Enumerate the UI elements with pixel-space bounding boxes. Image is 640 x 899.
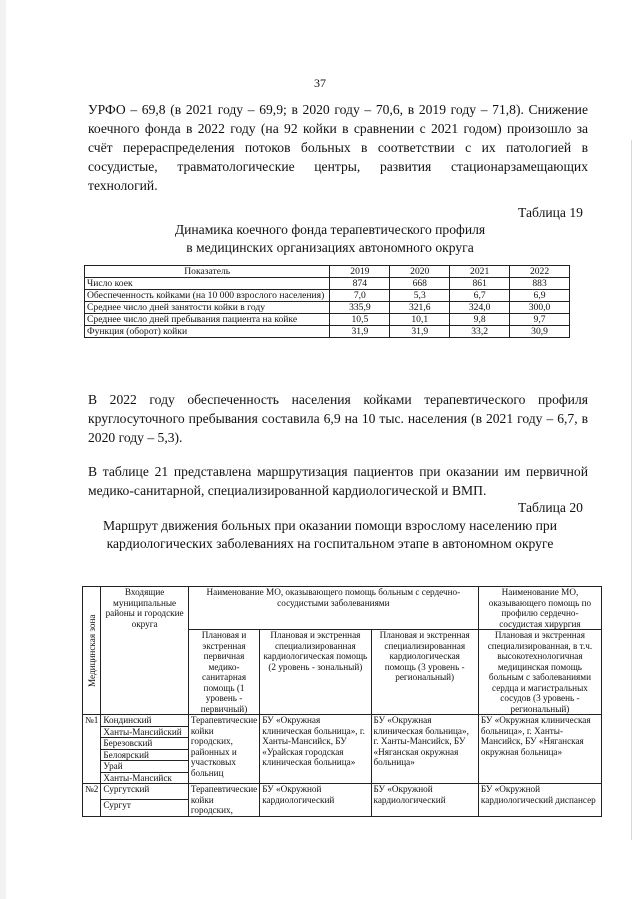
district-name: Ханты-Мансийск bbox=[101, 772, 188, 784]
table20-col-level1: Плановая и экстренная первичная медико-санитарная помощь (1 уровень - первичный) bbox=[188, 630, 259, 715]
table20-header-row1 bbox=[83, 587, 602, 630]
table19-col-2020: 2020 bbox=[390, 266, 450, 278]
table19-title-line2: в медицинских организациях автономного округа bbox=[186, 240, 474, 255]
table-cell: БУ «Окружной кардиологический диспансер bbox=[478, 784, 601, 817]
table19-col-2021: 2021 bbox=[450, 266, 510, 278]
table-cell: 6,9 bbox=[510, 290, 570, 302]
table-cell: 7,0 bbox=[330, 290, 390, 302]
table-cell: Функция (оборот) койки bbox=[85, 326, 330, 338]
table-cell: 300,0 bbox=[510, 302, 570, 314]
table20-title-line2: кардиологических заболеваниях на госпитальном этапе в автономном округе bbox=[106, 536, 554, 551]
table-cell: 9,7 bbox=[510, 314, 570, 326]
table19-col-2022: 2022 bbox=[510, 266, 570, 278]
table-row bbox=[85, 314, 570, 326]
table-cell: 5,3 bbox=[390, 290, 450, 302]
table20-patient-routing bbox=[82, 586, 602, 817]
table-row bbox=[85, 302, 570, 314]
table-cell: БУ «Окружной кардиологический bbox=[371, 784, 478, 817]
table-cell: 31,9 bbox=[390, 326, 450, 338]
district-name: Урай bbox=[101, 761, 188, 773]
paragraph-routing-intro: В таблице 21 представлена маршрутизация пациентов при оказании им первичной медико-санитарной, специализированной кардиологической и ВМП. bbox=[88, 464, 588, 498]
table-cell: 6,7 bbox=[450, 290, 510, 302]
table20-col-districts: Входящие муниципальные районы и городские округа bbox=[101, 587, 188, 715]
table-cell: 9,8 bbox=[450, 314, 510, 326]
table19-title bbox=[120, 221, 540, 257]
district-name: Белоярский bbox=[101, 749, 188, 761]
table19-col-2019: 2019 bbox=[330, 266, 390, 278]
table19-caption: Таблица 19 bbox=[518, 205, 583, 220]
table-cell: 874 bbox=[330, 278, 390, 290]
table-cell: 335,9 bbox=[330, 302, 390, 314]
table20-title bbox=[70, 517, 590, 553]
scan-edge bbox=[0, 0, 6, 899]
district-name: Ханты-Мансийский bbox=[101, 726, 188, 738]
table-cell: 30,9 bbox=[510, 326, 570, 338]
table20-col-level3: Плановая и экстренная специализированная кардиологическая помощь (3 уровень - региональный) bbox=[371, 630, 478, 715]
table-cell: Среднее число дней пребывания пациента на койке bbox=[85, 314, 330, 326]
table-cell: Среднее число дней занятости койки в году bbox=[85, 302, 330, 314]
page-number: 37 bbox=[314, 76, 326, 90]
table-cell: БУ «Окружная клиническая больница», г. Ханты-Мансийск, БУ «Няганская окружная больница» bbox=[478, 715, 601, 784]
table-cell: Обеспеченность койками (на 10 000 взрослого населения) bbox=[85, 290, 330, 302]
table-cell: БУ «Окружная клиническая больница», г. Ханты-Мансийск, БУ «Няганская окружная больница» bbox=[371, 715, 478, 784]
district-name: Березовский bbox=[101, 738, 188, 750]
table-cell: 321,6 bbox=[390, 302, 450, 314]
table-cell: Терапевтические койки городских, bbox=[188, 784, 259, 817]
district-name: Кондинский bbox=[101, 715, 188, 727]
table19-col-indicator: Показатель bbox=[85, 266, 330, 278]
scan-fold-line bbox=[631, 140, 632, 840]
district-name: Сургутский bbox=[101, 784, 188, 800]
table-cell: 10,1 bbox=[390, 314, 450, 326]
table-row bbox=[83, 784, 602, 800]
table-row bbox=[83, 715, 602, 727]
table19-header-row bbox=[85, 266, 570, 278]
table-row bbox=[85, 326, 570, 338]
table-cell: 324,0 bbox=[450, 302, 510, 314]
table-cell: 31,9 bbox=[330, 326, 390, 338]
table-cell: 10,5 bbox=[330, 314, 390, 326]
table-cell: БУ «Окружная клиническая больница», г. Ханты-Мансийск, БУ «Урайская городская клиническая больница» bbox=[260, 715, 371, 784]
table-row bbox=[85, 278, 570, 290]
table19-title-line1: Динамика коечного фонда терапевтического профиля bbox=[174, 222, 486, 237]
paragraph-bed-reduction: УРФО – 69,8 (в 2021 году – 69,9; в 2020 году – 70,6, в 2019 году – 71,8). Снижение коечного фонда в 2022 году (на 92 койки в сравнении с 2021 годом) произошло за счёт перераспределения потоков больных в соответствии с их патологией в сосудистые, травматологические центры, развития стационарзамещающих технологий. bbox=[88, 102, 588, 193]
table20-col-mo-group: Наименование МО, оказывающего помощь больным с сердечно-сосудистыми заболеваниями bbox=[188, 587, 478, 630]
table20-col-level3-vmp: Плановая и экстренная специализированная, в т.ч. высокотехнологичная медицинская помощь больным с заболеваниями сердца и магистральных сосудов (3 уровень - региональный) bbox=[478, 630, 601, 715]
table20-col-mo-surgery: Наименование МО, оказывающего помощь по профилю сердечно-сосудистая хирургия bbox=[478, 587, 601, 630]
table20-col-zone: Медицинская зона bbox=[83, 587, 101, 715]
table-cell: 883 bbox=[510, 278, 570, 290]
table20-col-level2: Плановая и экстренная специализированная кардиологическая помощь (2 уровень - зональный) bbox=[260, 630, 371, 715]
table-cell: Терапевтические койки городских, районных и участковых больниц bbox=[188, 715, 259, 784]
table-cell: БУ «Окружной кардиологический bbox=[260, 784, 371, 817]
table20-title-line1: Маршрут движения больных при оказании помощи взрослому населению при bbox=[103, 518, 557, 533]
table-cell: Число коек bbox=[85, 278, 330, 290]
district-name: Сургут bbox=[101, 800, 188, 816]
table-cell: 668 bbox=[390, 278, 450, 290]
paragraph-bed-supply: В 2022 году обеспеченность населения койками терапевтического профиля круглосуточного пребывания составила 6,9 на 10 тыс. населения (в 2021 году – 6,7, в 2020 году – 5,3). bbox=[88, 392, 588, 445]
table20-caption: Таблица 20 bbox=[518, 500, 583, 515]
table-cell: 861 bbox=[450, 278, 510, 290]
zone1-number: №1 bbox=[83, 715, 101, 784]
table19-bed-dynamics bbox=[84, 265, 570, 338]
zone2-number: №2 bbox=[83, 784, 101, 817]
table-row bbox=[85, 290, 570, 302]
table-cell: 33,2 bbox=[450, 326, 510, 338]
